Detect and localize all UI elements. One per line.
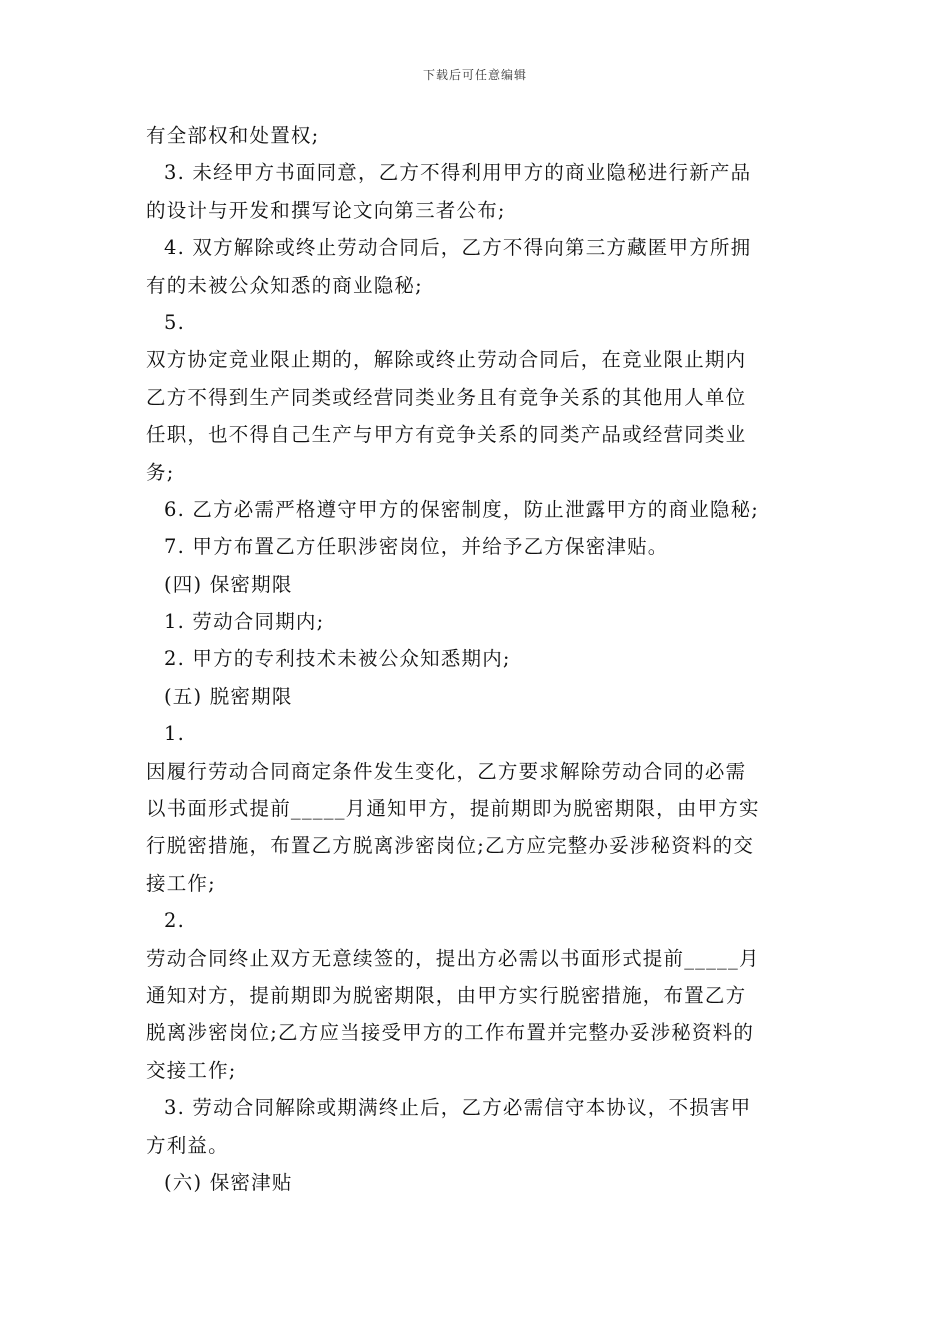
text-line: 以书面形式提前_____月通知甲方，提前期即为脱密期限，由甲方实: [146, 797, 760, 821]
text-line: 3. 未经甲方书面同意，乙方不得利用甲方的商业隐秘进行新产品: [164, 161, 752, 185]
text-line: 接工作;: [146, 871, 216, 895]
text-line: 交接工作;: [146, 1058, 237, 1082]
text-line: 7. 甲方布置乙方任职涉密岗位，并给予乙方保密津贴。: [164, 535, 669, 559]
text-line: (六) 保密津贴: [164, 1170, 293, 1194]
text-line: 5.: [164, 310, 186, 334]
text-line: 6. 乙方必需严格遵守甲方的保密制度，防止泄露甲方的商业隐秘;: [164, 497, 760, 521]
text-line: 行脱密措施，布置乙方脱离涉密岗位;乙方应完整办妥涉秘资料的交: [146, 834, 755, 858]
text-line: 脱离涉密岗位;乙方应当接受甲方的工作布置并完整办妥涉秘资料的: [146, 1021, 755, 1045]
text-line: 方利益。: [146, 1133, 229, 1157]
document-body: [146, 117, 814, 1201]
text-line: 有的未被公众知悉的商业隐秘;: [146, 273, 423, 297]
text-line: 任职，也不得自己生产与甲方有竞争关系的同类产品或经营同类业: [146, 423, 747, 447]
text-line: 的设计与开发和撰写论文向第三者公布;: [146, 198, 506, 222]
text-line: 乙方不得到生产同类或经营同类业务且有竞争关系的其他用人单位: [146, 385, 747, 409]
text-line: (五) 脱密期限: [164, 684, 293, 708]
text-line: 1.: [164, 722, 186, 746]
text-line: 有全部权和处置权;: [146, 124, 320, 147]
text-line: 2. 甲方的专利技术未被公众知悉期内;: [164, 647, 511, 671]
text-line: 4. 双方解除或终止劳动合同后，乙方不得向第三方藏匿甲方所拥: [164, 236, 752, 260]
text-line: 双方协定竞业限止期的，解除或终止劳动合同后，在竞业限止期内: [146, 348, 747, 372]
text-line: 务;: [146, 460, 175, 484]
text-line: 通知对方，提前期即为脱密期限，由甲方实行脱密措施，布置乙方: [146, 983, 747, 1007]
text-line: 3. 劳动合同解除或期满终止后，乙方必需信守本协议，不损害甲: [164, 1096, 752, 1120]
text-line: 1. 劳动合同期内;: [164, 610, 325, 634]
page-header: 下载后可任意编辑: [422, 68, 527, 82]
text-line: (四) 保密期限: [164, 572, 293, 596]
text-line: 劳动合同终止双方无意续签的，提出方必需以书面形式提前_____月: [146, 946, 760, 970]
text-line: 2.: [164, 909, 186, 933]
text-line: 因履行劳动合同商定条件发生变化，乙方要求解除劳动合同的必需: [146, 759, 747, 783]
